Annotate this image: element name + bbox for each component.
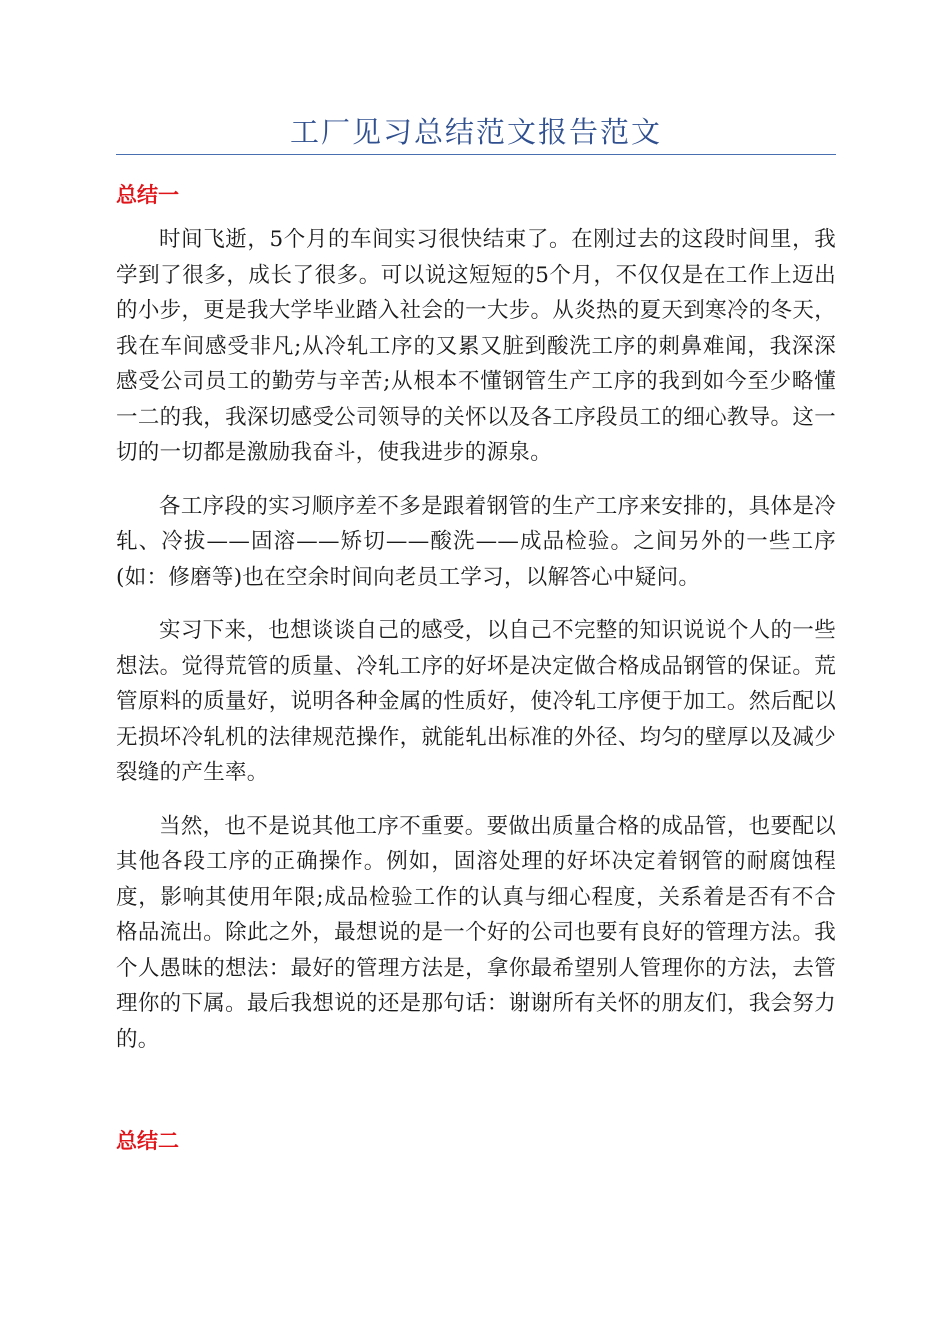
paragraph-4: 当然，也不是说其他工序不重要。要做出质量合格的成品管，也要配以其他各段工序的正确操作。例如，固溶处理的好坏决定着钢管的耐腐蚀程度，影响其使用年限;成品检验工作的认真与细心程度，关系着是否有不合格品流出。除此之外，最想说的是一个好的公司也要有良好的管理方法。我个人愚昧的想法：最好的管理方法是，拿你最希望别人管理你的方法，去管理你的下属。最后我想说的还是那句话：谢谢所有关怀的朋友们，我会努力的。 (116, 813, 836, 1052)
paragraph-1: 时间飞逝，5个月的车间实习很快结束了。在刚过去的这段时间里，我学到了很多，成长了很多。可以说这短短的5个月，不仅仅是在工作上迈出的小步，更是我大学毕业踏入社会的一大步。从炎热的夏天到寒冷的冬天，我在车间感受非凡;从冷轧工序的又累又脏到酸洗工序的刺鼻难闻，我深深感受公司员工的勤劳与辛苦;从根本不懂钢管生产工序的我到如今至少略懂一二的我，我深切感受公司领导的关怀以及各工序段员工的细心教导。这一切的一切都是激励我奋斗，使我进步的源泉。 (116, 227, 836, 465)
section-heading-1: 总结一 (116, 183, 179, 207)
document-title: 工厂见习总结范文报告范文 (289, 115, 662, 149)
paragraph-3: 实习下来，也想谈谈自己的感受，以自己不完整的知识说说个人的一些想法。觉得荒管的质量、冷轧工序的好坏是决定做合格成品钢管的保证。荒管原料的质量好，说明各种金属的性质好，使冷轧工序便于加工。然后配以无损坏冷轧机的法律规范操作，就能轧出标准的外径、均匀的壁厚以及减少裂缝的产生率。 (116, 618, 836, 785)
title-underline (116, 154, 836, 155)
section-1-body (116, 222, 836, 1075)
section-heading-2: 总结二 (116, 1129, 179, 1153)
paragraph-2: 各工序段的实习顺序差不多是跟着钢管的生产工序来安排的，具体是冷轧、冷拔——固溶——矫切——酸洗——成品检验。之间另外的一些工序(如：修磨等)也在空余时间向老员工学习，以解答心中疑问。 (116, 493, 836, 590)
